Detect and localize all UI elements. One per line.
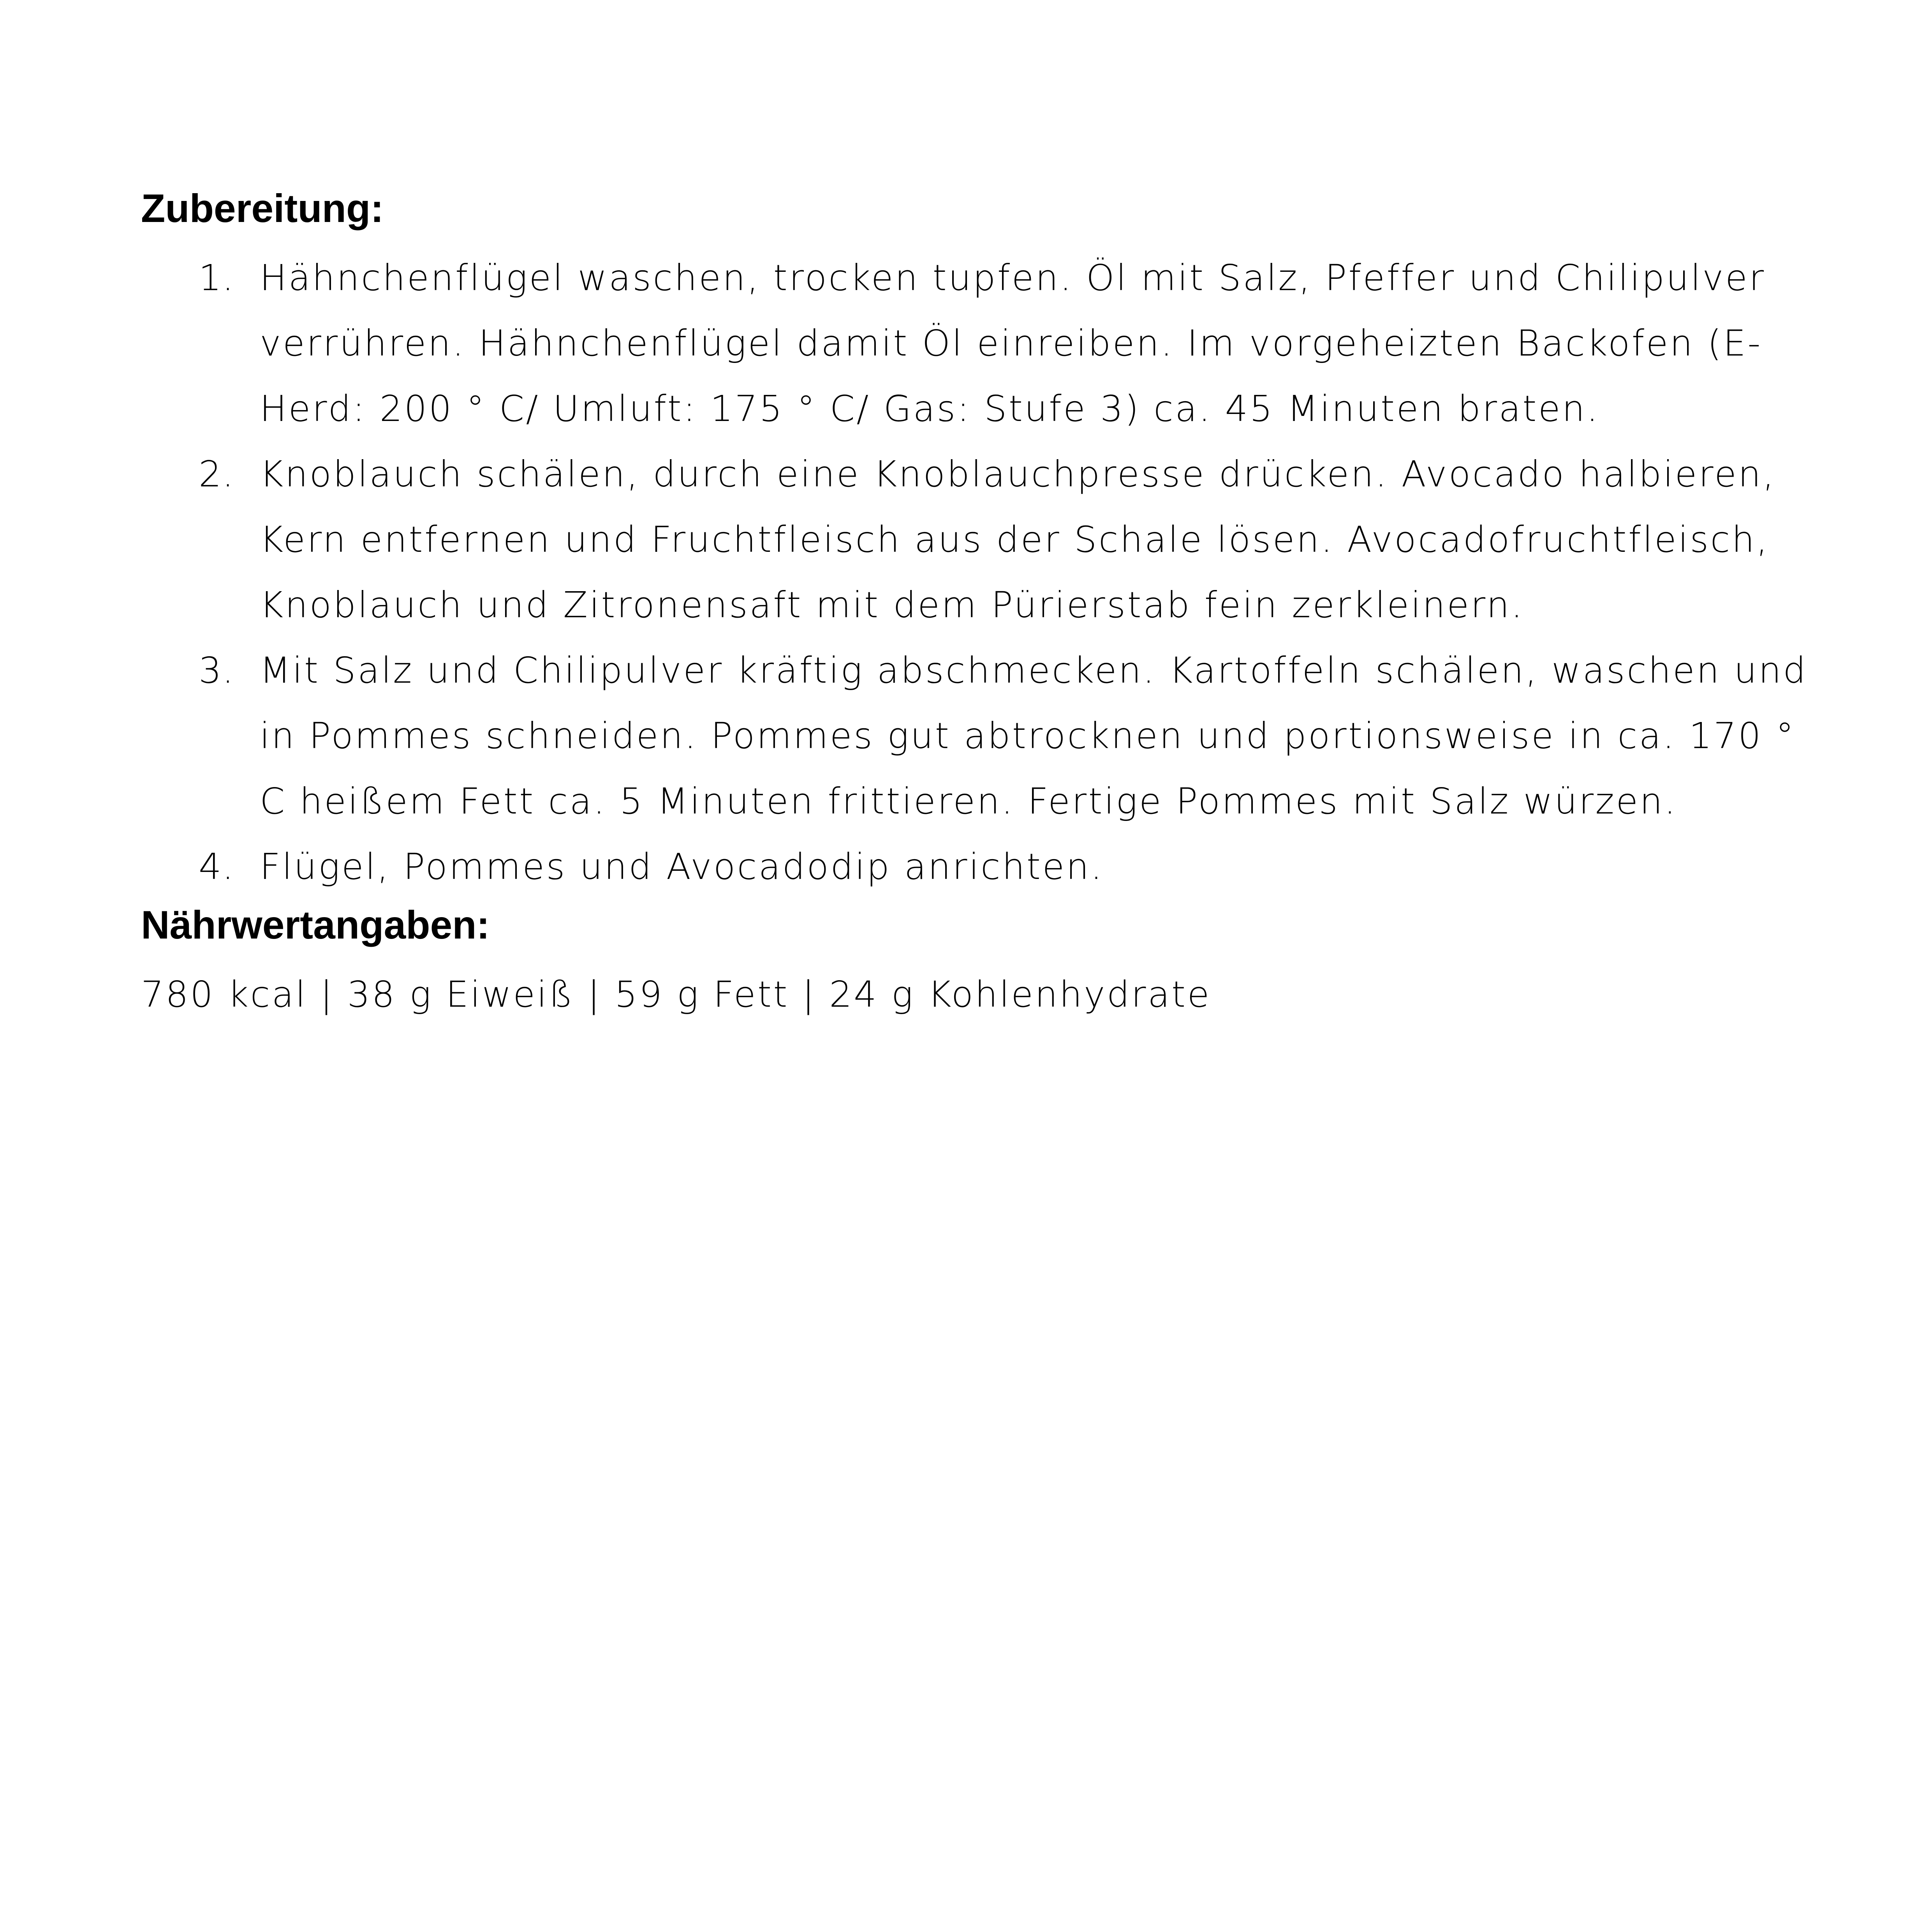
step-number: 3. <box>199 650 234 691</box>
step-number: 1. <box>199 257 234 299</box>
step-item <box>141 245 1816 442</box>
step-text: Knoblauch schälen, durch eine Knoblauchpresse drücken. Avocado halbieren, Kern entfernen und Fruchtfleisch aus der Schale lösen. Avocadofruchtfleisch, Knoblauch und Zitronensaft mit dem Pürierstab fein zerkleinern. <box>260 453 1776 626</box>
step-text: Mit Salz und Chilipulver kräftig abschmecken. Kartoffeln schälen, waschen und in Pommes schneiden. Pommes gut abtrocknen und portionsweise in ca. 170 ° C heißem Fett ca. 5 Minuten frittieren. Fertige Pommes mit Salz würzen. <box>260 650 1808 822</box>
step-item <box>141 442 1816 638</box>
step-number: 4. <box>199 846 234 888</box>
step-text: Hähnchenflügel waschen, trocken tupfen. Öl mit Salz, Pfeffer und Chilipulver verrühren. Hähnchenflügel damit Öl einreiben. Im vorgeheizten Backofen (E-Herd: 200 ° C/ Umluft: 175 ° C/ Gas: Stufe 3) ca. 45 Minuten braten. <box>260 257 1766 430</box>
step-number: 2. <box>199 453 234 495</box>
step-text: Flügel, Pommes und Avocadodip anrichten. <box>260 846 1104 888</box>
step-item <box>141 638 1816 834</box>
preparation-heading: Zubereitung: <box>141 186 384 231</box>
nutrition-heading: Nährwertangaben: <box>141 903 490 947</box>
step-item <box>141 834 1816 900</box>
nutrition-values: 780 kcal | 38 g Eiweiß | 59 g Fett | 24 g Kohlenhydrate <box>141 974 1211 1015</box>
preparation-steps <box>141 245 1816 900</box>
recipe-document <box>141 183 1816 1027</box>
